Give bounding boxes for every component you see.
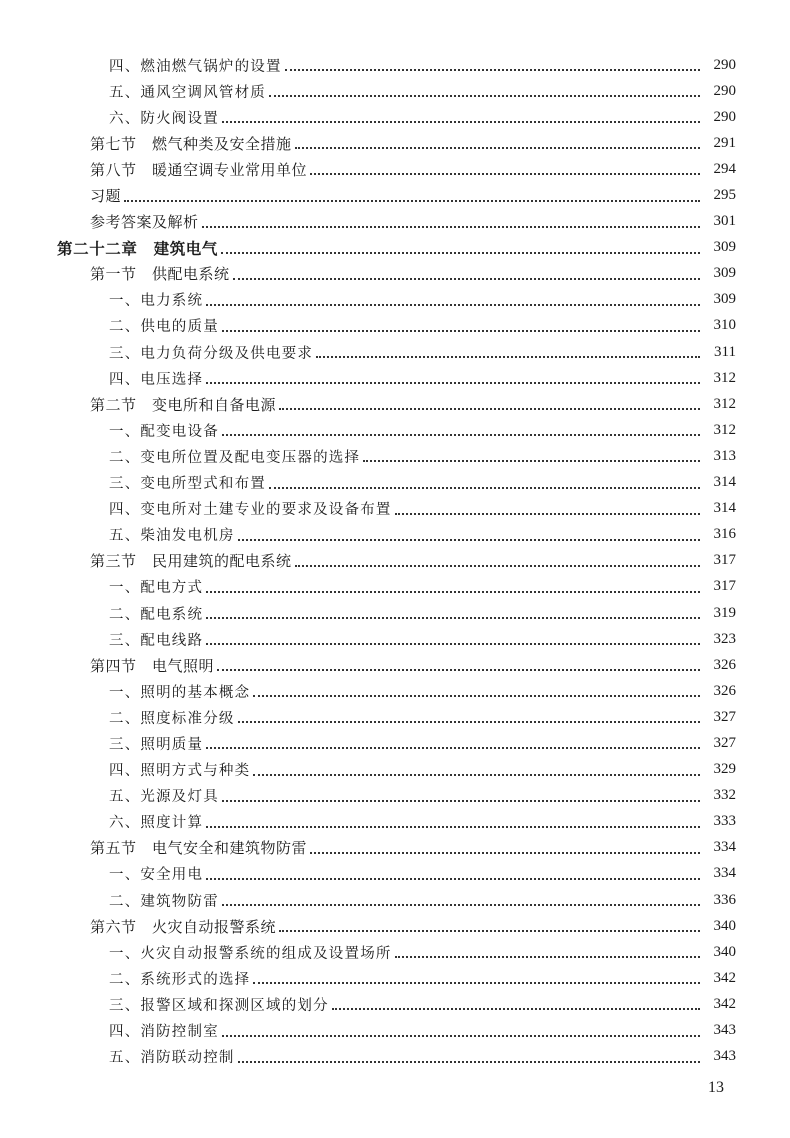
toc-entry-title: 二、供电的质量 <box>109 319 219 336</box>
toc-dot-leader <box>363 448 700 462</box>
toc-entry-page: 312 <box>713 421 736 438</box>
toc-entry-item[interactable] <box>0 287 790 313</box>
toc-entry-section[interactable] <box>0 261 790 287</box>
toc-entry-page: 329 <box>713 761 736 778</box>
toc-entry-item[interactable] <box>0 443 790 469</box>
toc-entry-page: 309 <box>713 265 736 282</box>
toc-entry-title: 六、照度计算 <box>109 815 204 832</box>
toc-entry-page: 316 <box>713 526 736 543</box>
toc-entry-title: 六、防火阀设置 <box>109 110 219 127</box>
toc-dot-leader <box>253 762 700 776</box>
toc-entry-page: 326 <box>713 656 736 673</box>
toc-entry-page: 332 <box>713 787 736 804</box>
toc-entry-title: 一、配变电设备 <box>109 423 219 440</box>
toc-entry-page: 343 <box>713 1022 736 1039</box>
toc-entry-item[interactable] <box>0 522 790 548</box>
toc-entry-item[interactable] <box>0 626 790 652</box>
toc-entry-title: 参考答案及解析 <box>90 213 199 232</box>
toc-dot-leader <box>253 970 700 984</box>
toc-dot-leader <box>269 475 700 489</box>
toc-dot-leader <box>206 370 700 384</box>
toc-entry-page: 309 <box>713 291 736 308</box>
toc-entry-section[interactable] <box>0 835 790 861</box>
toc-entry-page: 327 <box>713 708 736 725</box>
toc-dot-leader <box>295 135 700 149</box>
toc-dot-leader <box>332 996 700 1010</box>
toc-entry-page: 314 <box>713 474 736 491</box>
page-number: 13 <box>708 1079 724 1096</box>
toc-entry-page: 290 <box>713 82 736 99</box>
toc-entry-item[interactable] <box>0 313 790 339</box>
toc-dot-leader <box>206 292 700 306</box>
toc-entry-title: 三、照明质量 <box>109 736 204 753</box>
toc-entry-chapter[interactable] <box>0 235 790 261</box>
toc-dot-leader <box>222 1023 700 1037</box>
toc-entry-item[interactable] <box>0 417 790 443</box>
toc-entry-page: 343 <box>713 1048 736 1065</box>
toc-entry-title: 三、报警区域和探测区域的划分 <box>109 997 329 1014</box>
toc-entry-item[interactable] <box>0 704 790 730</box>
toc-entry-section[interactable] <box>0 182 790 208</box>
toc-entry-title: 一、照明的基本概念 <box>109 684 251 701</box>
toc-entry-item[interactable] <box>0 783 790 809</box>
toc-entry-page: 327 <box>713 734 736 751</box>
toc-entry-title: 二、建筑物防雷 <box>109 893 219 910</box>
toc-entry-title: 第六节 火灾自动报警系统 <box>90 917 277 936</box>
toc-entry-title: 第二十二章 建筑电气 <box>57 238 219 258</box>
toc-entry-page: 319 <box>713 604 736 621</box>
toc-entry-item[interactable] <box>0 809 790 835</box>
toc-entry-page: 323 <box>713 630 736 647</box>
toc-entry-title: 三、配电线路 <box>109 632 204 649</box>
toc-dot-leader <box>310 161 700 175</box>
toc-entry-section[interactable] <box>0 156 790 182</box>
toc-dot-leader <box>124 188 700 202</box>
toc-entry-title: 一、配电方式 <box>109 580 204 597</box>
toc-entry-page: 336 <box>713 891 736 908</box>
toc-entry-item[interactable] <box>0 574 790 600</box>
toc-dot-leader <box>221 240 700 254</box>
toc-entry-page: 340 <box>713 943 736 960</box>
toc-entry-title: 五、柴油发电机房 <box>109 528 235 545</box>
toc-entry-item[interactable] <box>0 365 790 391</box>
toc-dot-leader <box>222 422 700 436</box>
toc-entry-item[interactable] <box>0 1017 790 1043</box>
toc-dot-leader <box>238 709 700 723</box>
toc-dot-leader <box>206 814 700 828</box>
toc-dot-leader <box>238 1049 700 1063</box>
toc-entry-item[interactable] <box>0 52 790 78</box>
toc-dot-leader <box>206 735 700 749</box>
toc-entry-item[interactable] <box>0 78 790 104</box>
toc-entry-title: 二、系统形式的选择 <box>109 971 251 988</box>
toc-dot-leader <box>285 57 700 71</box>
toc-dot-leader <box>316 344 700 358</box>
toc-entry-page: 313 <box>713 447 736 464</box>
toc-entry-title: 四、电压选择 <box>109 371 204 388</box>
toc-entry-page: 314 <box>713 500 736 517</box>
toc-entry-title: 第二节 变电所和自备电源 <box>90 395 277 414</box>
toc-entry-title: 五、消防联动控制 <box>109 1050 235 1067</box>
toc-dot-leader <box>217 657 700 671</box>
toc-dot-leader <box>222 788 700 802</box>
toc-entry-title: 第七节 燃气种类及安全措施 <box>90 134 292 153</box>
toc-dot-leader <box>206 605 700 619</box>
toc-entry-page: 294 <box>713 160 736 177</box>
toc-dot-leader <box>279 918 700 932</box>
toc-entry-title: 第三节 民用建筑的配电系统 <box>90 552 292 571</box>
toc-entry-title: 第八节 暖通空调专业常用单位 <box>90 160 308 179</box>
toc-entry-page: 342 <box>713 969 736 986</box>
toc-dot-leader <box>395 501 700 515</box>
toc-entry-title: 五、通风空调风管材质 <box>109 84 266 101</box>
toc-entry-title: 二、照度标准分级 <box>109 710 235 727</box>
toc-dot-leader <box>295 553 700 567</box>
toc-entry-page: 312 <box>713 395 736 412</box>
toc-entry-page: 290 <box>713 56 736 73</box>
toc-dot-leader <box>233 266 700 280</box>
toc-entry-page: 290 <box>713 108 736 125</box>
toc-entry-title: 四、变电所对土建专业的要求及设备布置 <box>109 502 392 519</box>
toc-entry-item[interactable] <box>0 600 790 626</box>
toc-entry-title: 三、电力负荷分级及供电要求 <box>109 345 314 362</box>
toc-dot-leader <box>253 683 700 697</box>
toc-entry-title: 四、燃油燃气锅炉的设置 <box>109 58 282 75</box>
toc-entry-item[interactable] <box>0 757 790 783</box>
toc-entry-title: 习题 <box>90 187 122 206</box>
toc-entry-item[interactable] <box>0 339 790 365</box>
toc-entry-page: 291 <box>713 134 736 151</box>
toc-entry-item[interactable] <box>0 470 790 496</box>
toc-entry-item[interactable] <box>0 730 790 756</box>
toc-entry-title: 五、光源及灯具 <box>109 789 219 806</box>
toc-entry-title: 第五节 电气安全和建筑物防雷 <box>90 839 308 858</box>
toc-entry-page: 311 <box>714 343 736 360</box>
toc-dot-leader <box>222 318 700 332</box>
toc-entry-item[interactable] <box>0 496 790 522</box>
toc-entry-title: 四、消防控制室 <box>109 1024 219 1041</box>
toc-entry-item[interactable] <box>0 1044 790 1070</box>
toc-entry-item[interactable] <box>0 991 790 1017</box>
toc-entry-title: 三、变电所型式和布置 <box>109 476 266 493</box>
toc-entry-title: 第一节 供配电系统 <box>90 265 230 284</box>
toc-entry-title: 二、配电系统 <box>109 606 204 623</box>
toc-entry-item[interactable] <box>0 104 790 130</box>
toc-entry-item[interactable] <box>0 861 790 887</box>
toc-entry-page: 317 <box>713 578 736 595</box>
toc-dot-leader <box>395 944 700 958</box>
toc-dot-leader <box>202 214 700 228</box>
toc-entry-page: 334 <box>713 839 736 856</box>
toc-entry-item[interactable] <box>0 678 790 704</box>
table-of-contents <box>0 52 790 1070</box>
toc-dot-leader <box>206 631 700 645</box>
toc-dot-leader <box>222 892 700 906</box>
toc-entry-page: 301 <box>713 213 736 230</box>
toc-entry-page: 295 <box>713 187 736 204</box>
toc-entry-section[interactable] <box>0 652 790 678</box>
toc-entry-item[interactable] <box>0 887 790 913</box>
toc-dot-leader <box>269 83 700 97</box>
toc-entry-section[interactable] <box>0 913 790 939</box>
toc-entry-item[interactable] <box>0 939 790 965</box>
toc-entry-page: 340 <box>713 917 736 934</box>
toc-entry-title: 一、安全用电 <box>109 867 204 884</box>
toc-entry-page: 334 <box>713 865 736 882</box>
toc-dot-leader <box>310 840 700 854</box>
toc-entry-title: 一、电力系统 <box>109 293 204 310</box>
toc-entry-title: 一、火灾自动报警系统的组成及设置场所 <box>109 945 392 962</box>
toc-dot-leader <box>222 109 700 123</box>
toc-entry-title: 第四节 电气照明 <box>90 656 215 675</box>
toc-entry-item[interactable] <box>0 965 790 991</box>
toc-entry-page: 342 <box>713 995 736 1012</box>
toc-dot-leader <box>206 579 700 593</box>
toc-entry-section[interactable] <box>0 209 790 235</box>
toc-entry-section[interactable] <box>0 130 790 156</box>
toc-dot-leader <box>206 866 700 880</box>
toc-entry-title: 二、变电所位置及配电变压器的选择 <box>109 449 361 466</box>
toc-entry-section[interactable] <box>0 548 790 574</box>
toc-entry-page: 317 <box>713 552 736 569</box>
toc-dot-leader <box>238 527 700 541</box>
toc-entry-section[interactable] <box>0 391 790 417</box>
toc-entry-page: 326 <box>713 682 736 699</box>
toc-entry-title: 四、照明方式与种类 <box>109 763 251 780</box>
toc-entry-page: 333 <box>713 813 736 830</box>
toc-dot-leader <box>279 396 700 410</box>
toc-entry-page: 312 <box>713 369 736 386</box>
toc-entry-page: 309 <box>713 239 736 256</box>
toc-entry-page: 310 <box>713 317 736 334</box>
